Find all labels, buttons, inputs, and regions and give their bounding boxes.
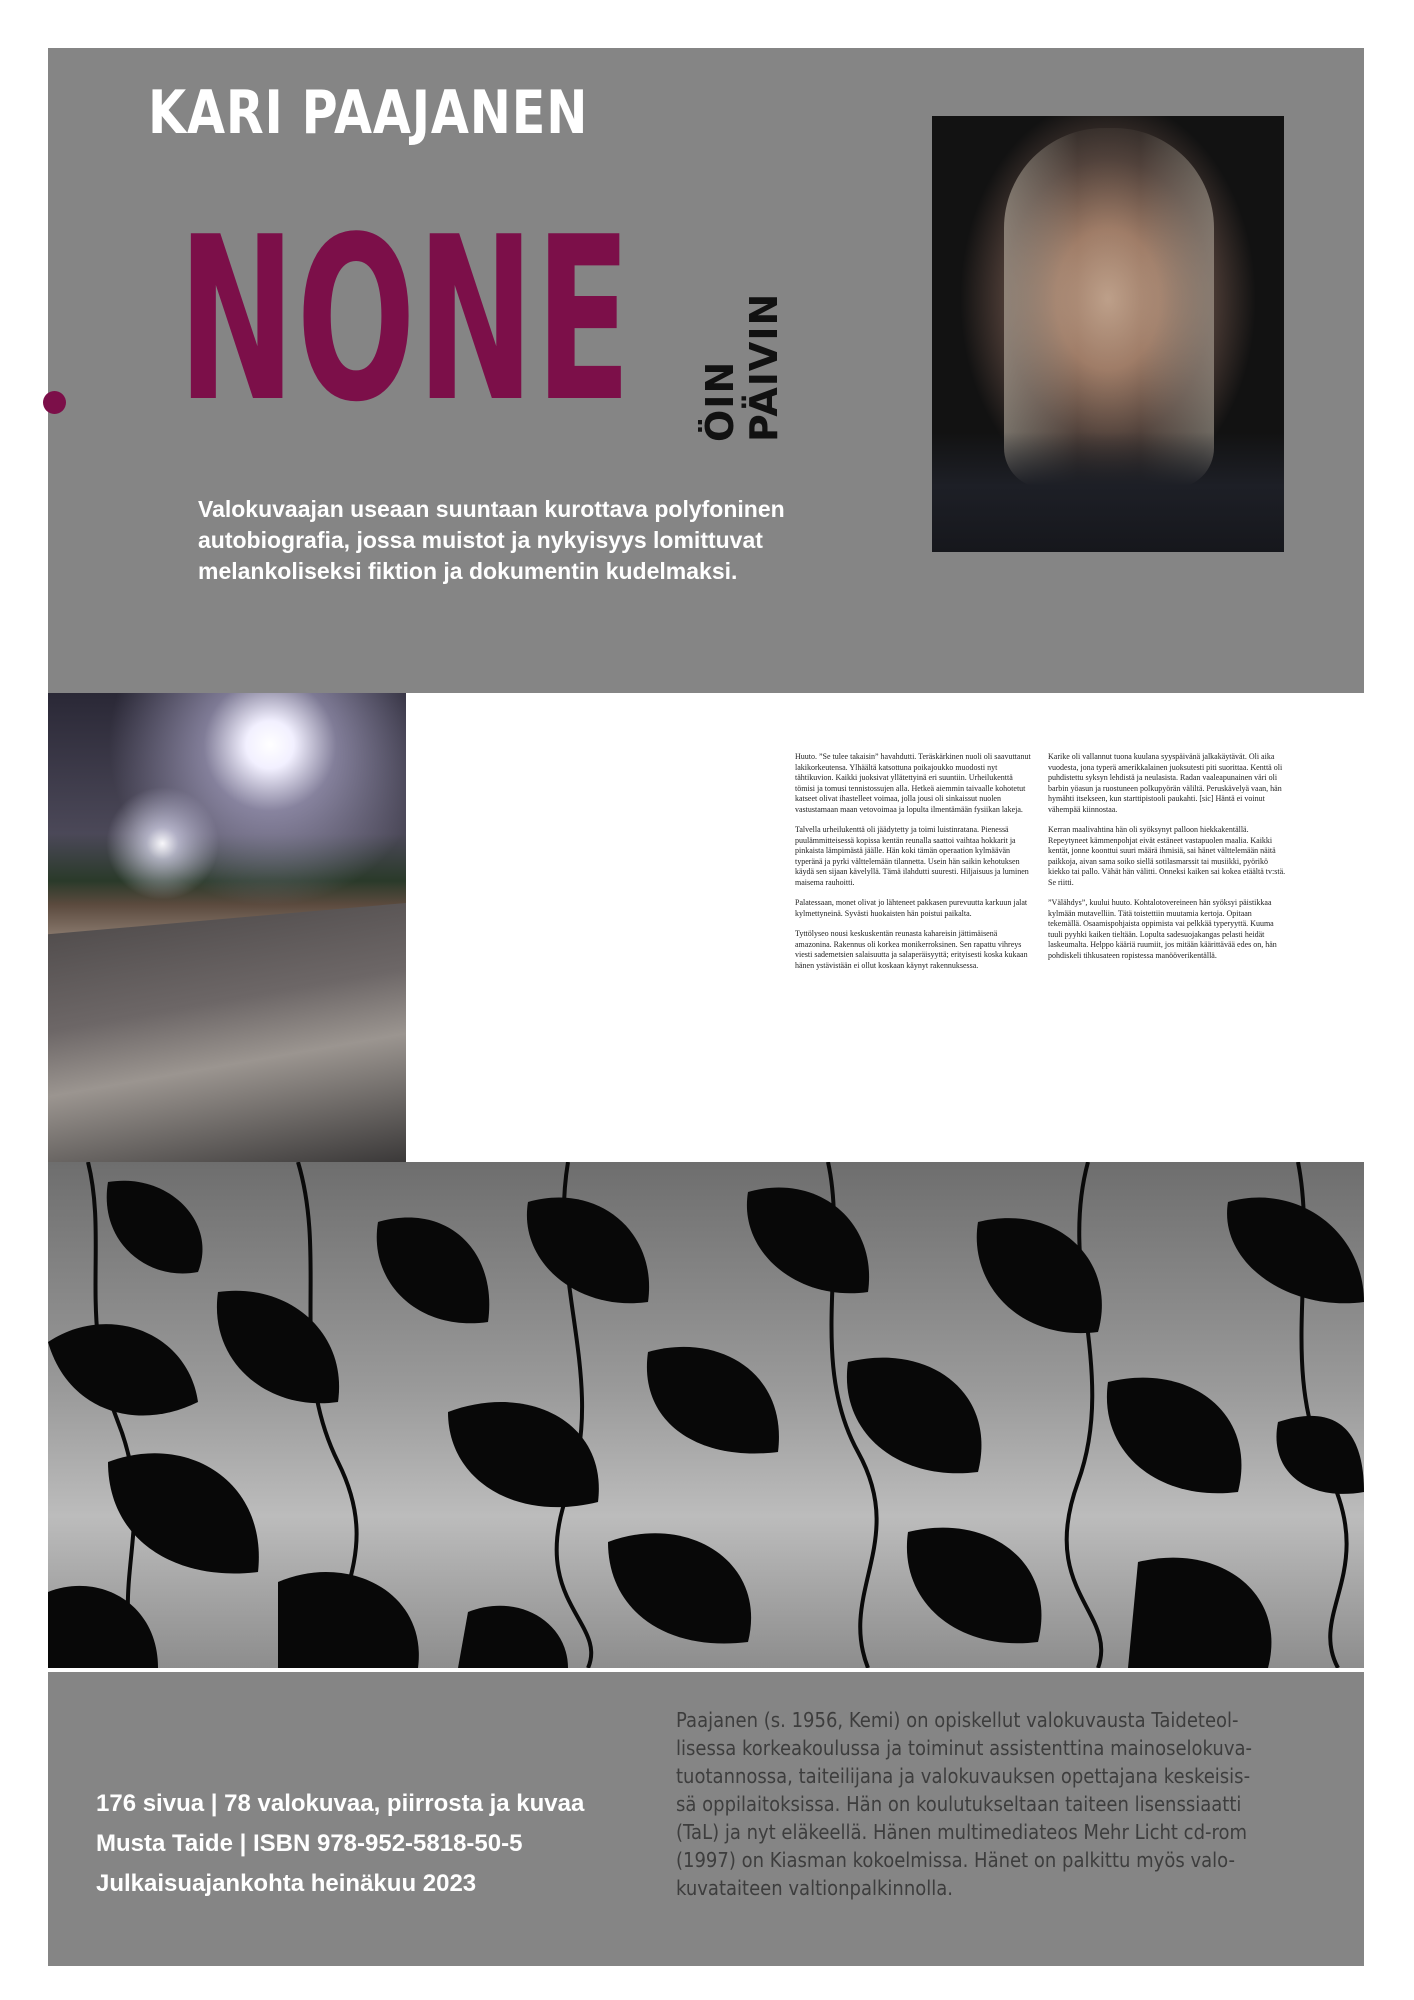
book-subtitle: ÖIN PÄIVIN bbox=[698, 292, 786, 442]
paragraph: Talvella urheilukenttä oli jäädytetty ja toimi luistinratana. Pienessä puulämmitteisessä kopissa kentän reunalla saattoi vaihtaa hokkarit ja pinkaista lämpimästä jäälle. Hän koki tämän operaation kylmäävän typeränä ja pyrki välttelemään tilannetta. Usein hän saikin kehotuksen käydä sen sijaan kävelyllä. Tämä ilahdutti suuresti. Hiljaisuus ja luminen maisema rauhoitti. bbox=[795, 825, 1029, 887]
bio-line: (TaL) ja nyt eläkeellä. Hänen multimediateos Mehr Licht cd-rom bbox=[676, 1820, 1248, 1844]
author-portrait-photo bbox=[932, 116, 1284, 552]
book-blurb: Valokuvaajan useaan suuntaan kurottava polyfoninen autobiografia, jossa muistot ja nykyisyys lomittuvat melankoliseksi fiktion ja dokumentin kudelmaksi. bbox=[198, 496, 785, 584]
bio-line: (1997) on Kiasman kokoelmissa. Hänet on palkittu myös valo- bbox=[676, 1848, 1235, 1872]
text-column-left bbox=[795, 752, 1033, 981]
paragraph: Palatessaan, monet olivat jo lähteneet pakkasen purevuutta karkuun jalat kylmettyneinä. Syvästi huokaisten hän poistui paikalta. bbox=[795, 898, 1028, 918]
page-count-line: 176 sivua | 78 valokuvaa, piirrosta ja kuvaa bbox=[96, 1790, 585, 1817]
wet-asphalt-track bbox=[48, 903, 406, 1163]
paragraph: Tyttölyseo nousi keskuskentän reunasta kahareisin jättimäisenä amazonina. Rakennus oli korkea monikerroksinen. Sen rapattu vihreys viesti sademetsien salaisuutta ja salaperäisyyttä; erityisesti koska kukaan hänen ystävistään ei ollut koskaan käynyt rakennuksessa. bbox=[795, 929, 1028, 970]
bio-line: kuvataiteen valtionpalkinnolla. bbox=[676, 1876, 954, 1900]
paragraph: Kerran maalivahtina hän oli syöksynyt palloon hiekkakentällä. Repeytyneet kämmenpohjat eivät estäneet vastapuolen maalia. Kaikki kentät, jonne koonttui suuri määrä ihmisiä, sai hänet välttelemään näitä paikkoja, aivan sama soiko siellä sotilasmarssit tai musiikki, pyörikö kiekko tai pallo. Vähät hän välitti. Onneksi kaiken sai kokea etäältä tv:stä. Se riitti. bbox=[1048, 825, 1286, 887]
bio-line: Paajanen (s. 1956, Kemi) on opiskellut valokuvausta Taideteol- bbox=[676, 1708, 1239, 1732]
text-column-right bbox=[1048, 752, 1286, 971]
publisher-isbn-line: Musta Taide | ISBN 978-952-5818-50-5 bbox=[96, 1830, 523, 1857]
author-bio bbox=[676, 1706, 1253, 1902]
release-date-line: Julkaisuajankohta heinäkuu 2023 bbox=[96, 1870, 477, 1897]
leaves-silhouette-graphic bbox=[48, 1162, 1364, 1668]
portrait-shirt bbox=[932, 432, 1284, 552]
title-dot bbox=[43, 391, 66, 414]
author-name: KARI PAAJANEN bbox=[148, 78, 589, 148]
paragraph: Huuto. ”Se tulee takaisin” havahdutti. Teräskärkinen nuoli oli saavuttanut lakikorkeutensa. Ylhäältä katsottuna poikajoukko muodosti nyt tähtikuvion. Kaikki juoksivat yllätettyinä eri suuntiin. Urheilukenttä tömisi ja tomusi tennistossujen alla. Hetkeä aiemmin taivaalle kohotetut katseet olivat ihastelleet voimaa, jolla jousi oli sinkaissut nuolen vastustamaan maan vetovoimaa ja lopulta ilmentämään fysiikan lakeja. bbox=[795, 752, 1031, 814]
bio-line: sä oppilaitoksissa. Hän on koulutukseltaan taiteen lisenssiaatti bbox=[676, 1792, 1242, 1816]
paragraph: ”Välähdys”, kuului huuto. Kohtalotovereineen hän syöksyi päistikkaa kylmään mutavelliin. Tätä toistettiin muutamia kertoja. Opitaan tekemällä. Osaamispohjaista oppimista vai pelkkää typeryyttä. Kuuma tuuli pyyhki kaiken tieltään. Lopulta sadesuojakangas pelasti heidät laskeumalta. Helppo kääriä ruumiit, jos mitään käärittävää edes on, hän pohdiskeli tihkusateen ropistessa manööverikentällä. bbox=[1048, 898, 1277, 960]
bio-line: tuotannossa, taiteilijana ja valokuvauksen opettajana keskeisis- bbox=[676, 1764, 1251, 1788]
floodlit-field-photo bbox=[48, 693, 406, 1163]
leaves-silhouette-photo bbox=[48, 1162, 1364, 1668]
paragraph: Karike oli vallannut tuona kuulana syyspäivänä jalkakäytävät. Oli aika vuodesta, jona typerä amerikkalainen juoksutesti piti suorittaa. Kenttä oli puhdistettu syksyn lehdistä ja neulasista. Radan vaaleapunainen väri oli barbin yöasun ja ruostuneen polkupyörän väliltä. Peruskävelyä vaan, hän hymähti itsekseen, kun starttipistooli paukahti. [sic] Häntä ei voinut vähempää kiinnostaa. bbox=[1048, 752, 1283, 814]
book-title: NONE bbox=[178, 189, 633, 452]
bio-line: lisessa korkeakoulussa ja toiminut assistenttina mainoselokuva- bbox=[676, 1736, 1253, 1760]
book-specs bbox=[96, 1784, 676, 1904]
